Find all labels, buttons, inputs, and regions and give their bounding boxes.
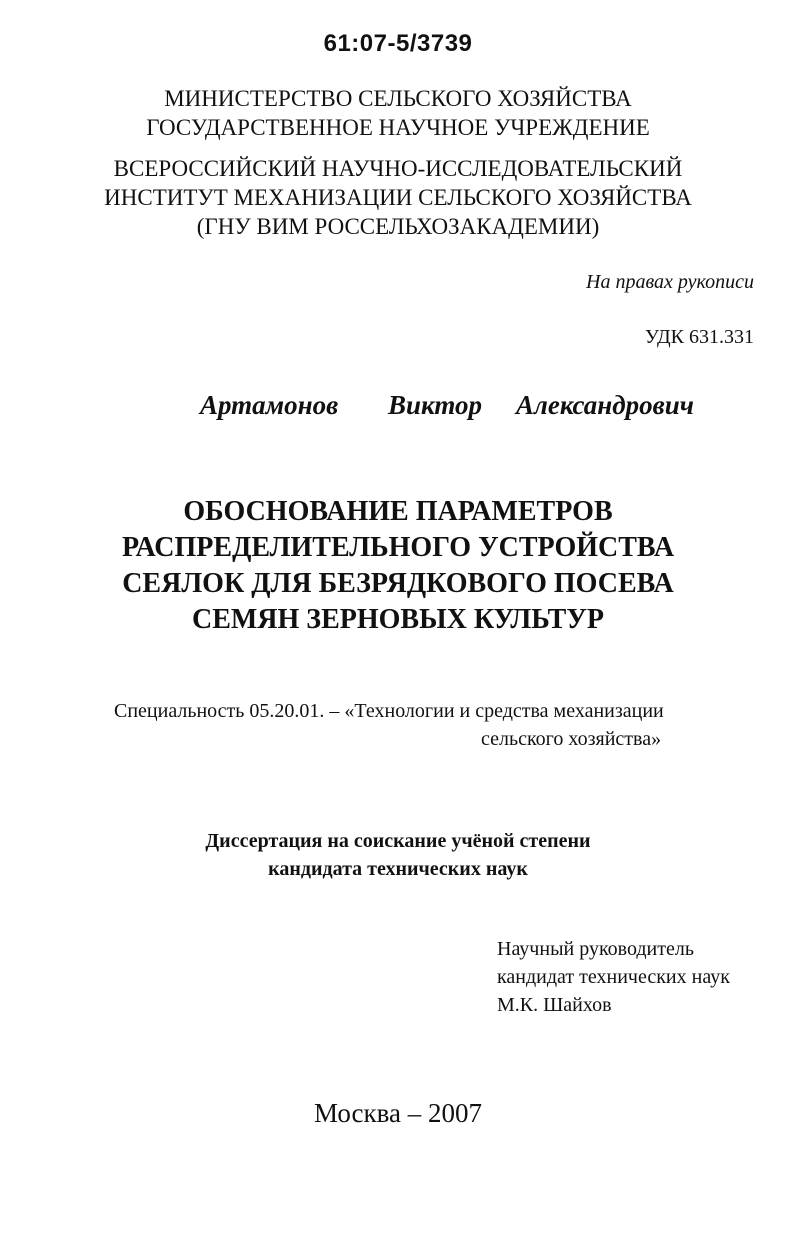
dissertation-title-line: СЕМЯН ЗЕРНОВЫХ КУЛЬТУР [191,604,605,635]
institution-line-mechanization: ИНСТИТУТ МЕХАНИЗАЦИИ СЕЛЬСКОГО ХОЗЯЙСТВА [104,185,692,210]
supervisor-name: М.К. Шайхов [497,994,612,1016]
supervisor-degree: кандидат технических наук [497,966,730,988]
institution-line-research-institute: ВСЕРОССИЙСКИЙ НАУЧНО-ИССЛЕДОВАТЕЛЬСКИЙ [113,156,683,181]
udk-code: УДК 631.331 [644,326,754,348]
dissertation-degree-field: кандидата технических наук [268,858,528,880]
supervisor-role: Научный руководитель [497,938,694,960]
manuscript-note: На правах рукописи [586,271,754,293]
registry-number: 61:07-5/3739 [323,30,473,57]
dissertation-title-line: СЕЯЛОК ДЛЯ БЕЗРЯДКОВОГО ПОСЕВА [122,568,674,599]
institution-line-abbreviation: (ГНУ ВИМ РОССЕЛЬХОЗАКАДЕМИИ) [196,214,600,239]
city-year: Москва – 2007 [314,1098,482,1128]
specialty-line: Специальность 05.20.01. – «Технологии и средства механизации [114,700,664,722]
dissertation-degree-line: Диссертация на соискание учёной степени [205,830,591,852]
institution-line-ministry: МИНИСТЕРСТВО СЕЛЬСКОГО ХОЗЯЙСТВА [164,86,632,111]
dissertation-title-line: ОБОСНОВАНИЕ ПАРАМЕТРОВ [183,496,613,527]
author-middle-name: Александрович [516,390,694,420]
author-first-name: Виктор [388,390,482,420]
author-last-name: Артамонов [200,390,339,420]
institution-line-state-institution: ГОСУДАРСТВЕННОЕ НАУЧНОЕ УЧРЕЖДЕНИЕ [146,115,650,140]
specialty-line-continuation: сельского хозяйства» [481,728,662,750]
dissertation-title-line: РАСПРЕДЕЛИТЕЛЬНОГО УСТРОЙСТВА [121,532,675,563]
